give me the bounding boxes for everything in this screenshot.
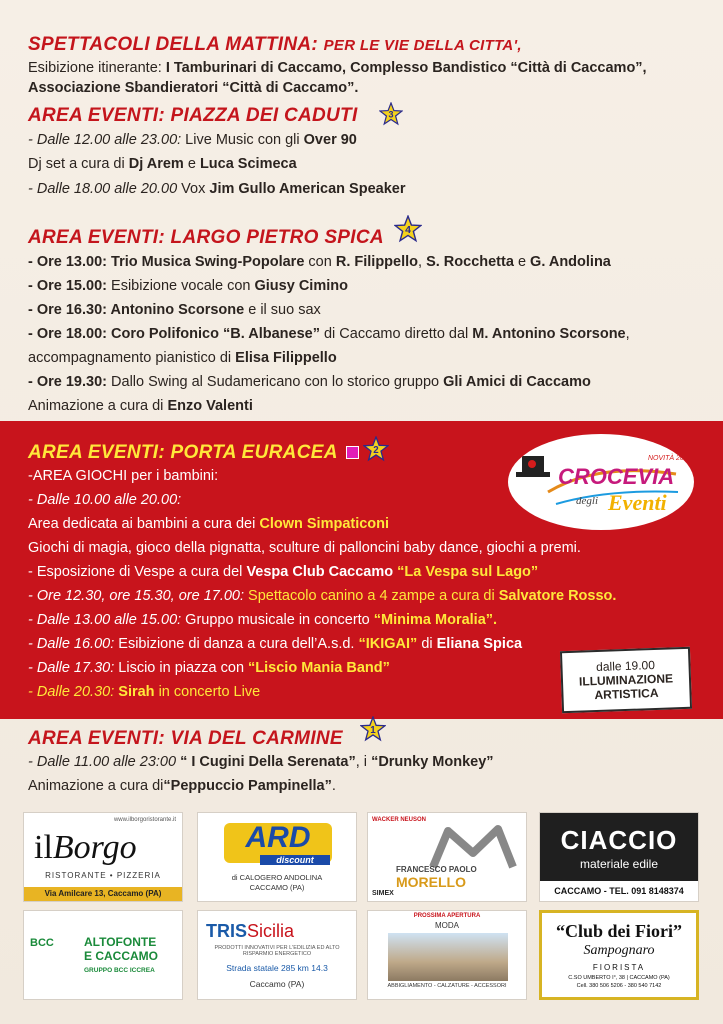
borgo-address: Via Amilcare 13, Caccamo (PA)	[24, 887, 182, 901]
morello-brand-2: SIMEX	[372, 890, 394, 897]
sponsor-ard-discount	[197, 812, 357, 902]
section-title-piazza-caduti: AREA EVENTI: PIAZZA DEI CADUTI	[28, 105, 358, 126]
piazza-line-2: Dj set a cura di Dj Arem e Luca Scimeca	[28, 156, 297, 172]
ard-name: ARD	[245, 821, 311, 854]
euracea-line-7: - Dalle 13.00 alle 15.00: Gruppo musicale in concerto “Minima Moralia”.	[28, 612, 498, 628]
moda-sub: ABBIGLIAMENTO - CALZATURE - ACCESSORI	[387, 983, 507, 989]
spettacoli-line-2: Associazione Sbandieratori “Città di Caccamo”.	[28, 80, 359, 96]
euracea-line-8: - Dalle 16.00: Esibizione di danza a cura dell’A.s.d. “IKIGAI” di Eliana Spica	[28, 636, 523, 652]
spica-line-4: - Ore 18.00: Coro Polifonico “B. Albanese” di Caccamo diretto dal M. Antonino Scorsone,	[28, 326, 630, 342]
fiori-tel: Cell. 380 506 5206 - 380 540 7142	[576, 983, 662, 989]
crocevia-degli-eventi-logo	[508, 434, 694, 530]
morello-line-2: MORELLO	[396, 874, 466, 890]
svg-text:Eventi: Eventi	[608, 490, 667, 515]
carmine-line-1: - Dalle 11.00 alle 23:00 “ I Cugini Della Serenata”, i “Drunky Monkey”	[28, 754, 494, 770]
illuminazione-artistica-box	[560, 647, 692, 713]
euracea-line-5: - Esposizione di Vespe a cura del Vespa Club Caccamo “La Vespa sul Lago”	[28, 564, 539, 580]
tris-name: TRISSicilia	[206, 921, 295, 941]
bcc-line-1: ALTOFONTE	[84, 935, 157, 949]
spica-line-3: - Ore 16.30: Antonino Scorsone e il suo sax	[28, 302, 321, 318]
sponsor-tris-sicilia	[197, 910, 357, 1000]
store-photo	[388, 933, 508, 981]
borgo-url: www.ilborgoristorante.it	[113, 817, 176, 823]
svg-text:4: 4	[405, 224, 411, 237]
sponsor-bcc	[23, 910, 183, 1000]
fiori-role: FIORISTA	[592, 963, 646, 972]
bcc-icon: BCC	[30, 937, 54, 949]
sponsor-club-dei-fiori	[539, 910, 699, 1000]
svg-text:degli: degli	[576, 495, 598, 507]
piazza-line-1: - Dalle 12.00 alle 23.00: Live Music con gli Over 90	[28, 132, 357, 148]
magenta-square-icon	[346, 446, 359, 459]
svg-text:3: 3	[388, 109, 394, 120]
excavator-icon	[428, 823, 518, 871]
sponsor-moda	[367, 910, 527, 1000]
carmine-line-2: Animazione a cura di“Peppuccio Pampinella”.	[28, 778, 336, 794]
ciaccio-name: CIACCIO	[560, 825, 678, 855]
spica-line-5: accompagnamento pianistico di Elisa Filippello	[28, 350, 337, 366]
svg-text:NOVITÀ 2019: NOVITÀ 2019	[648, 455, 692, 462]
spettacoli-line-1: Esibizione itinerante: I Tamburinari di Caccamo, Complesso Bandistico “Città di Caccamo”,	[28, 60, 647, 76]
star-1-icon	[360, 716, 386, 742]
illum-line-2: ARTISTICA	[594, 685, 659, 703]
euracea-line-3: Area dedicata ai bambini a cura dei Clown Simpaticoni	[28, 516, 390, 532]
moda-top: PROSSIMA APERTURA	[413, 913, 481, 919]
tris-tag: PRODOTTI INNOVATIVI PER L'EDILIZIA ED ALTO RISPARMIO ENERGETICO	[214, 945, 340, 957]
illum-line-1: ILLUMINAZIONE	[578, 671, 674, 689]
bcc-line-2: E CACCAMO	[84, 949, 158, 963]
ard-discount: discount	[260, 855, 330, 865]
star-3-icon	[379, 102, 403, 126]
euracea-line-10: - Dalle 20.30: Sirah in concerto Live	[28, 684, 261, 700]
section-title-largo-spica: AREA EVENTI: LARGO PIETRO SPICA	[28, 227, 384, 248]
borgo-name: ilBorgo	[34, 829, 137, 866]
morello-line-1: FRANCESCO PAOLO	[396, 865, 477, 874]
section-title-porta-euracea: AREA EVENTI: PORTA EURACEA	[28, 442, 359, 464]
piazza-line-3: - Dalle 18.00 alle 20.00 Vox Jim Gullo American Speaker	[28, 181, 406, 197]
moda-name: MODA	[435, 921, 459, 930]
sponsor-morello	[367, 812, 527, 902]
star-2-icon	[363, 436, 389, 462]
fiori-owner: Sampognaro	[583, 943, 655, 958]
sponsor-ciaccio	[539, 812, 699, 902]
spica-line-6: - Ore 19.30: Dallo Swing al Sudamericano con lo storico gruppo Gli Amici di Caccamo	[28, 374, 591, 390]
euracea-line-1: -AREA GIOCHI per i bambini:	[28, 468, 219, 484]
section-title-via-carmine: AREA EVENTI: VIA DEL CARMINE	[28, 728, 343, 749]
borgo-sub: RISTORANTE • PIZZERIA	[45, 871, 161, 880]
morello-brand-1: WACKER NEUSON	[372, 817, 427, 823]
section-title-spettacoli: SPETTACOLI DELLA MATTINA: PER LE VIE DELLA CITTA',	[28, 34, 522, 55]
illum-time: dalle 19.00	[595, 657, 656, 675]
euracea-line-6: - Ore 12.30, ore 15.30, ore 17.00: Spettacolo canino a 4 zampe a cura di Salvatore Rosso.	[28, 588, 617, 604]
svg-text:CROCEVIA: CROCEVIA	[558, 464, 675, 489]
star-4-icon	[394, 215, 422, 243]
svg-text:1: 1	[370, 724, 376, 736]
bcc-line-3: GRUPPO BCC ICCREA	[84, 967, 155, 974]
svg-text:2: 2	[373, 444, 379, 456]
crocevia-logo-art	[508, 434, 694, 530]
sponsor-il-borgo	[23, 812, 183, 902]
spica-line-2: - Ore 15.00: Esibizione vocale con Giusy Cimino	[28, 278, 348, 294]
fiori-name: “Club dei Fiori”	[555, 921, 682, 941]
euracea-line-2: - Dalle 10.00 alle 20.00:	[28, 492, 182, 508]
ciaccio-tel: CACCAMO - TEL. 091 8148374	[540, 881, 698, 901]
ard-line-2: CACCAMO (PA)	[249, 883, 305, 892]
euracea-line-4: Giochi di magia, gioco della pignatta, sculture di palloncini baby dance, giochi a premi.	[28, 540, 581, 556]
tris-address: Strada statale 285 km 14.3	[226, 963, 328, 973]
euracea-line-9: - Dalle 17.30: Liscio in piazza con “Liscio Mania Band”	[28, 660, 390, 676]
ciaccio-sub: materiale edile	[579, 857, 659, 871]
spica-line-1: - Ore 13.00: Trio Musica Swing-Popolare con R. Filippello, S. Rocchetta e G. Andolina	[28, 254, 611, 270]
fiori-address: C.SO UMBERTO I°, 38 | CACCAMO (PA)	[568, 975, 670, 981]
spica-line-7: Animazione a cura di Enzo Valenti	[28, 398, 253, 414]
ard-line-1: di CALOGERO ANDOLINA	[231, 873, 323, 882]
tris-city: Caccamo (PA)	[249, 979, 305, 989]
